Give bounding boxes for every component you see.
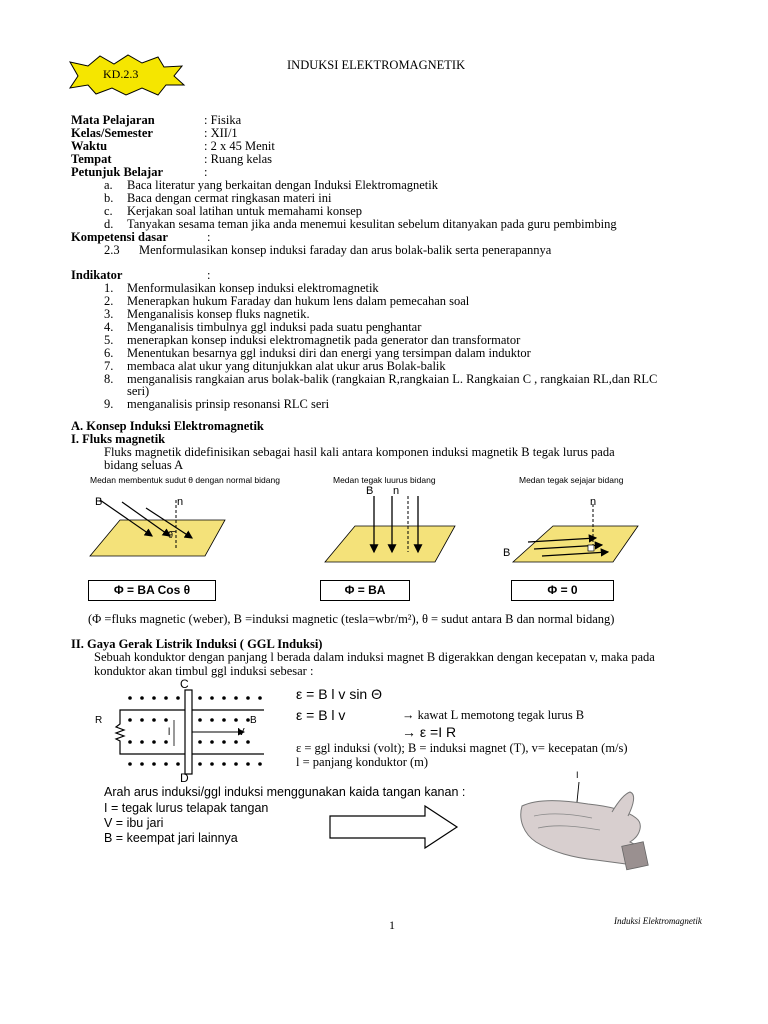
info-label: Waktu xyxy=(71,139,108,153)
info-value: : XII/1 xyxy=(204,126,238,140)
diagram-caption: Medan tegak sejajar bidang xyxy=(519,475,624,485)
info-value: : Ruang kelas xyxy=(204,152,273,166)
label-B: B xyxy=(366,485,374,497)
kompetensi-colon: : xyxy=(207,230,211,244)
list-item: Baca dengan cermat ringkasan materi ini xyxy=(127,191,332,205)
paragraph-line: Fluks magnetik didefinisikan sebagai hasil kali antara komponen induksi magnetik B tegak lurus pada xyxy=(104,445,615,459)
equation: → ε =I R xyxy=(402,724,457,740)
fluks-legend: (Φ =fluks magnetic (weber), B =induksi magnetic (tesla=wbr/m²), θ = sudut antara B dan normal bidang) xyxy=(88,612,615,626)
fluks-diagram-parallel xyxy=(498,490,658,570)
list-item: menganalisis rangkaian arus bolak-balik (rangkaian R,rangkaian L. Rangkaian C , rangkaian RL,dan RLC xyxy=(127,372,658,386)
label-R: R xyxy=(95,715,103,726)
section-heading: II. Gaya Gerak Listrik Induksi ( GGL Induksi) xyxy=(71,637,323,651)
formula-box: Φ = BA Cos θ xyxy=(88,580,216,601)
list-marker: 6. xyxy=(104,346,114,360)
paragraph-line: Sebuah konduktor dengan panjang l berada dalam induksi magnet B digerakkan dengan kecepatan v, maka pada xyxy=(94,650,655,664)
label-C: C xyxy=(180,677,189,691)
label-l: l xyxy=(168,727,171,738)
equation: ε = B l v xyxy=(296,707,346,723)
kd-badge: KD.2.3 xyxy=(103,67,139,81)
rule-text: Arah arus induksi/ggl induksi menggunakan kaida tangan kanan : xyxy=(104,785,466,799)
label-n: n xyxy=(590,496,597,508)
list-marker: a. xyxy=(104,178,113,192)
hand-label-I: I xyxy=(576,770,579,780)
rule-text: V = ibu jari xyxy=(104,816,164,830)
info-label: Petunjuk Belajar xyxy=(71,165,164,179)
info-label: Mata Pelajaran xyxy=(71,113,155,127)
list-item: Menerapkan hukum Faraday dan hukum lens dalam pemecahan soal xyxy=(127,294,470,308)
paragraph-line: konduktor akan timbul ggl induksi sebesar : xyxy=(94,664,314,678)
rule-text: I = tegak lurus telapak tangan xyxy=(104,801,269,815)
indikator-colon: : xyxy=(207,268,211,282)
list-marker: 2. xyxy=(104,294,114,308)
diagram-caption: Medan tegak luurus bidang xyxy=(333,475,436,485)
list-item: Menformulasikan konsep induksi elektromagnetik xyxy=(127,281,379,295)
info-label: Tempat xyxy=(71,152,112,166)
label-B: B xyxy=(503,547,511,559)
kompetensi-text: Menformulasikan konsep induksi faraday dan arus bolak-balik serta penerapannya xyxy=(139,243,552,257)
equation-definition: l = panjang konduktor (m) xyxy=(296,755,429,769)
list-marker: 7. xyxy=(104,359,114,373)
list-item: seri) xyxy=(127,384,150,398)
list-item: Baca literatur yang berkaitan dengan Induksi Elektromagnetik xyxy=(127,178,438,192)
section-heading: A. Konsep Induksi Elektromagnetik xyxy=(71,419,264,433)
list-item: Menentukan besarnya ggl induksi diri dan energi yang tersimpan dalam induktor xyxy=(127,346,531,360)
page-title: INDUKSI ELEKTROMAGNETIK xyxy=(287,58,466,72)
list-marker: 1. xyxy=(104,281,114,295)
list-marker: b. xyxy=(104,191,114,205)
indikator-label: Indikator xyxy=(71,268,123,282)
list-item: Tanyakan sesama teman jika anda menemui kesulitan sebelum ditanyakan pada guru pembimbing xyxy=(127,217,617,231)
list-marker: c. xyxy=(104,204,113,218)
rule-text: B = keempat jari lainnya xyxy=(104,831,238,845)
formula-box: Φ = 0 xyxy=(511,580,614,601)
fluks-diagram-perpendicular xyxy=(320,490,470,570)
list-item: membaca alat ukur yang ditunjukkan alat ukur arus Bolak-balik xyxy=(127,359,446,373)
right-hand-illustration xyxy=(516,772,654,872)
list-marker: d. xyxy=(104,217,114,231)
info-value: : Fisika xyxy=(204,113,242,127)
list-marker: 3. xyxy=(104,307,114,321)
formula-box: Φ = BA xyxy=(320,580,410,601)
label-V: V xyxy=(238,727,245,738)
right-arrow-icon xyxy=(329,805,459,849)
info-value: : 2 x 45 Menit xyxy=(204,139,275,153)
list-item: menganalisis prinsip resonansi RLC seri xyxy=(127,397,330,411)
list-marker: 8. xyxy=(104,372,114,386)
equation-definition: ε = ggl induksi (volt); B = induksi magnet (T), v= kecepatan (m/s) xyxy=(296,741,628,755)
footer-title: Induksi Elektromagnetik xyxy=(614,916,702,926)
label-n: n xyxy=(177,496,184,508)
info-label: Kelas/Semester xyxy=(71,126,153,140)
list-marker: 5. xyxy=(104,333,114,347)
equation: ε = B l v sin Θ xyxy=(296,686,382,702)
kompetensi-num: 2.3 xyxy=(104,243,120,257)
equation-note: → kawat L memotong tegak lurus B xyxy=(402,708,585,722)
kompetensi-label: Kompetensi dasar xyxy=(71,230,168,244)
label-B: B xyxy=(95,496,103,508)
list-item: menerapkan konsep induksi elektromagnetik pada generator dan transformator xyxy=(127,333,521,347)
list-item: Menganalisis timbulnya ggl induksi pada suatu penghantar xyxy=(127,320,422,334)
label-D: D xyxy=(180,771,189,785)
ggl-circuit-diagram xyxy=(96,688,276,783)
info-value: : xyxy=(204,165,208,179)
label-n: n xyxy=(393,485,400,497)
paragraph-line: bidang seluas A xyxy=(104,458,184,472)
list-item: Menganalisis konsep fluks nagnetik. xyxy=(127,307,310,321)
diagram-caption: Medan membentuk sudut θ dengan normal bidang xyxy=(90,475,280,485)
section-heading: I. Fluks magnetik xyxy=(71,432,166,446)
label-B: B xyxy=(250,715,257,726)
list-marker: 4. xyxy=(104,320,114,334)
page-number: 1 xyxy=(389,918,395,932)
list-marker: 9. xyxy=(104,397,114,411)
list-item: Kerjakan soal latihan untuk memahami konsep xyxy=(127,204,363,218)
label-theta: θ xyxy=(168,530,174,540)
